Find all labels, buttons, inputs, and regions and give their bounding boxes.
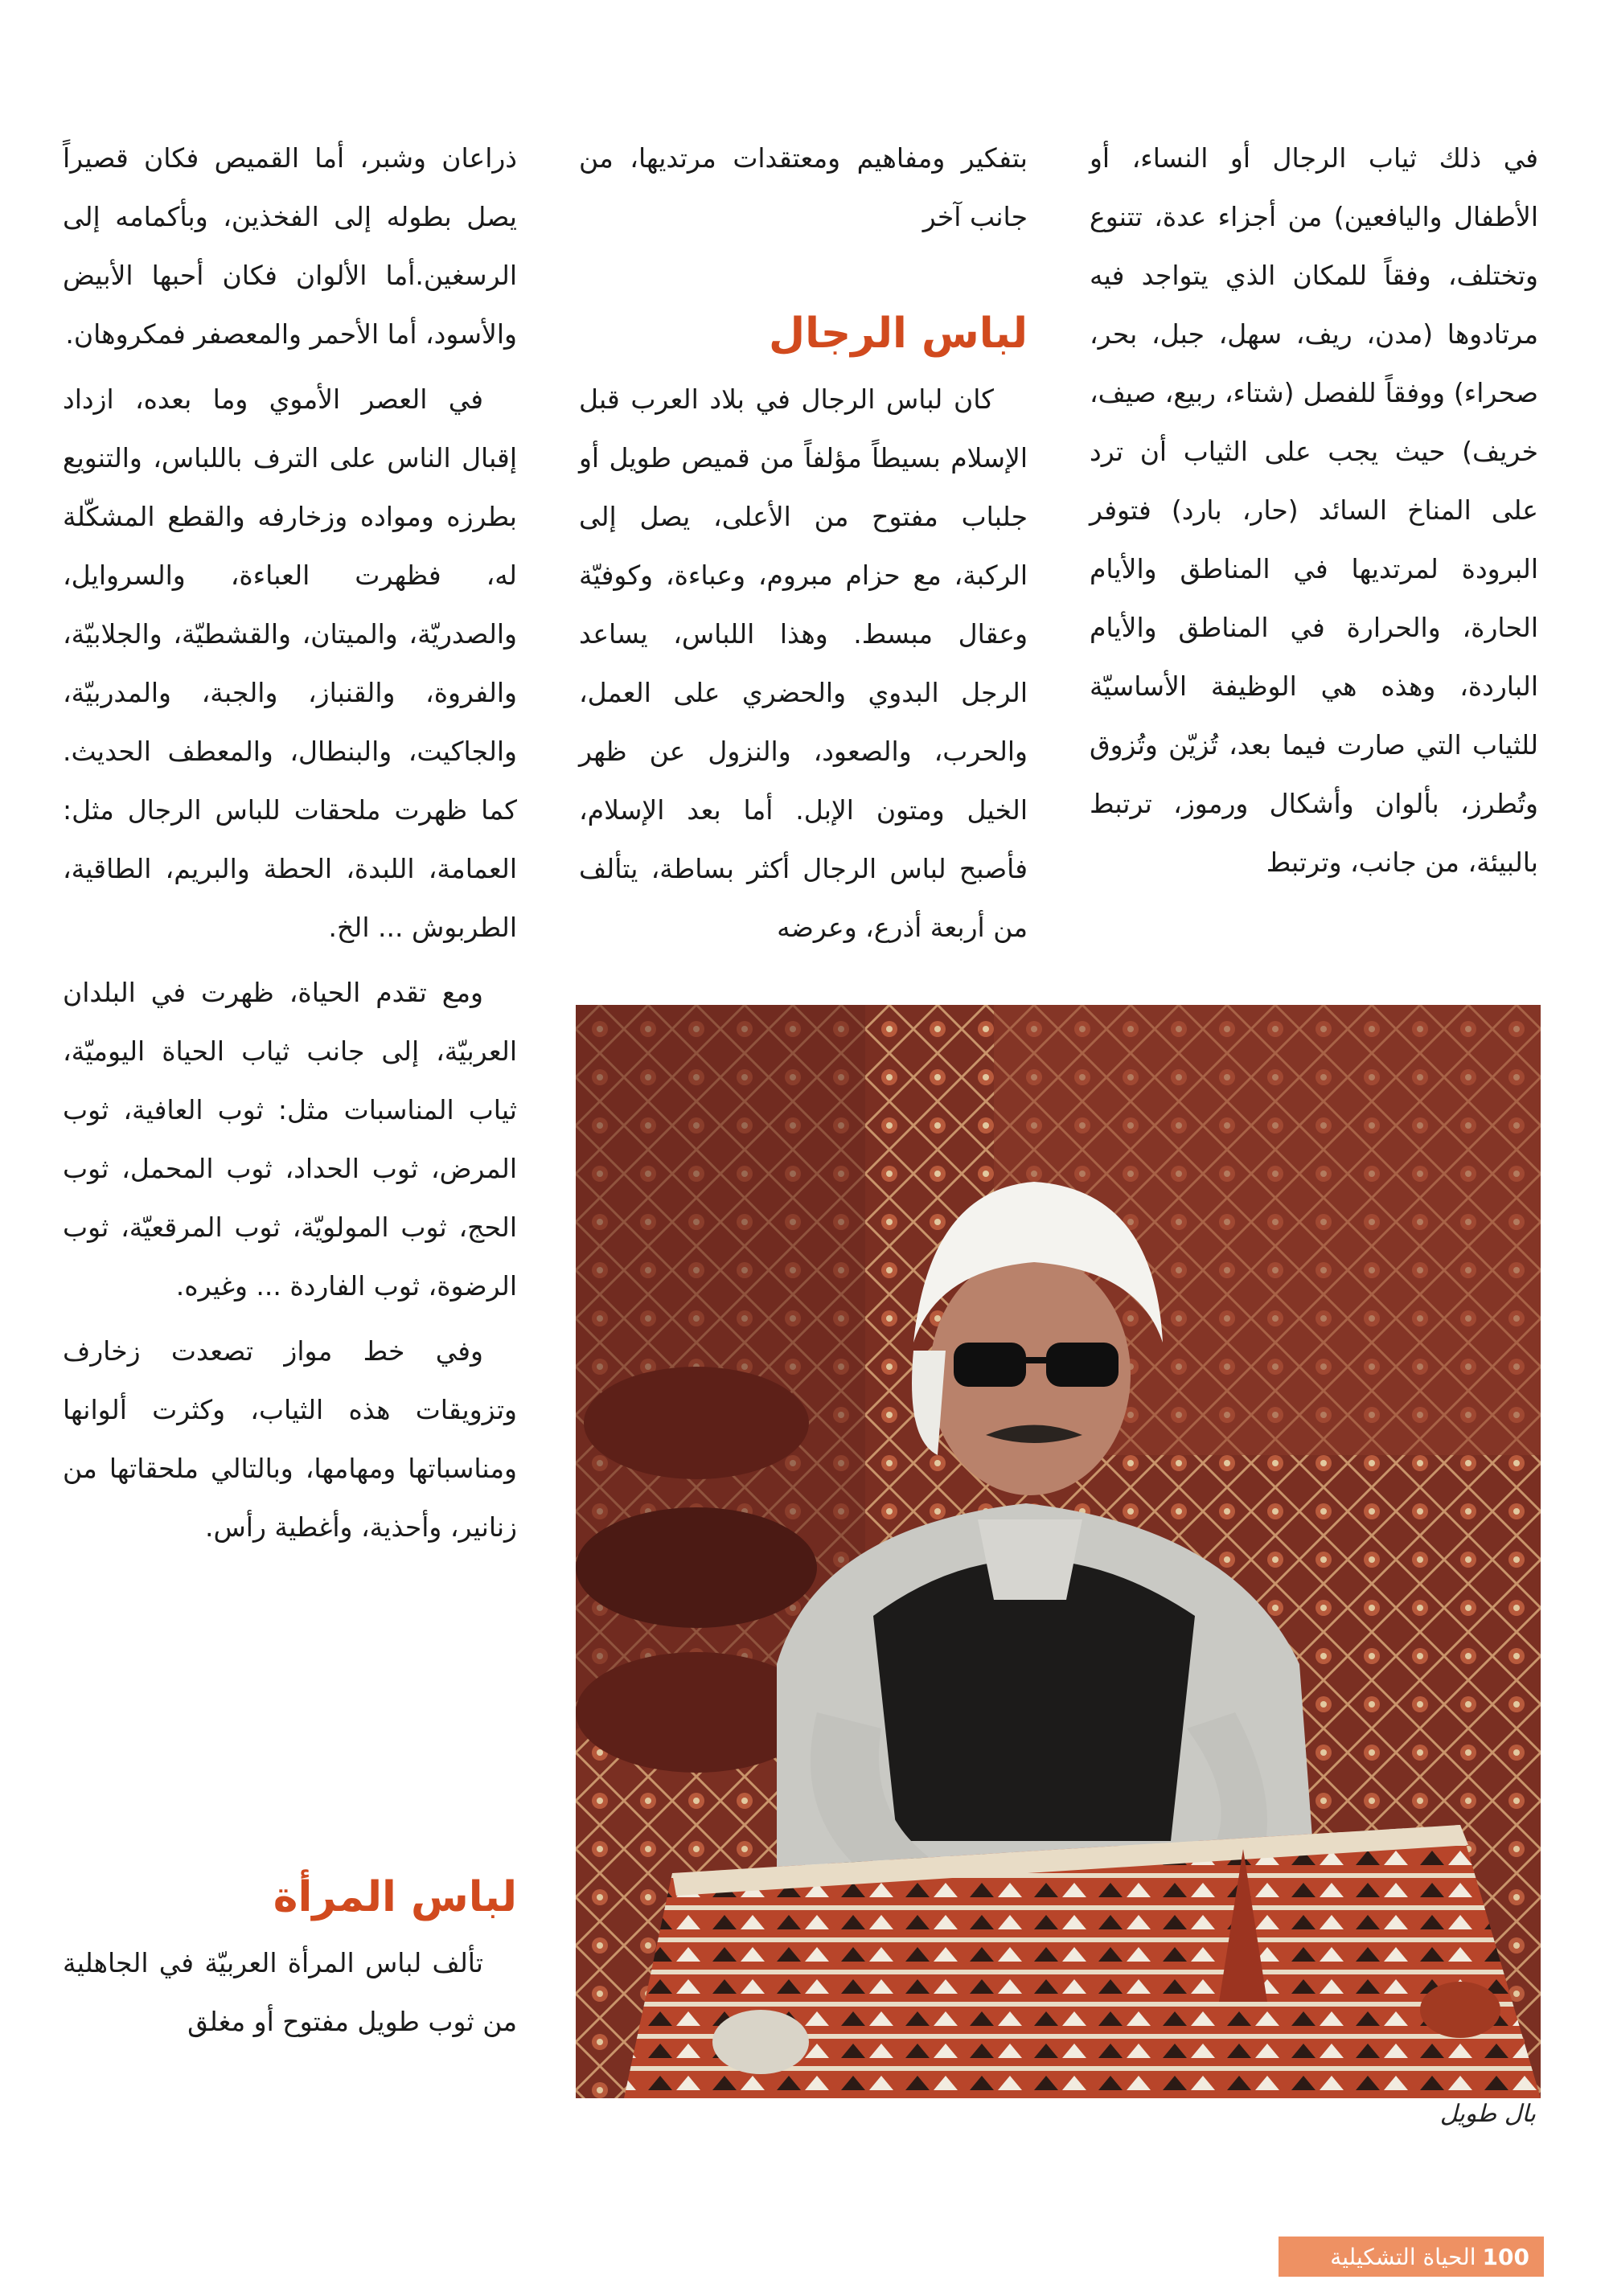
column-left bbox=[63, 129, 517, 1556]
photo-caption: بال طويل bbox=[1439, 2100, 1536, 2128]
paragraph: ذراعان وشبر، أما القميص فكان قصيراً يصل بطوله إلى الفخذين، وبأكمامه إلى الرسغين.أما الألوان فكان أحبها الأبيض والأسود، أما الأحمر والمعصفر فمكروهان. bbox=[63, 142, 517, 350]
paragraph: وفي خط مواز تصعدت زخارف وتزويقات هذه الثياب، وكثرت ألوانها ومناسباتها ومهامها، وبالتالي ملحقاتها من زنانير، وأحذية، وأغطية رأس. bbox=[63, 1335, 517, 1543]
paragraph: ومع تقدم الحياة، ظهرت في البلدان العربيّة، إلى جانب ثياب الحياة اليوميّة، ثياب المناسبات مثل: ثوب العافية، ثوب المرض، ثوب الحداد، ثوب المحمل، ثوب الحج، ثوب المولويّة، ثوب المرقعيّة، ثوب الرضوة، ثوب الفاردة ... وغيره. bbox=[63, 977, 517, 1302]
page-number: 100 bbox=[1482, 2243, 1529, 2270]
column-right bbox=[1090, 129, 1538, 892]
page-footer bbox=[1279, 2237, 1544, 2277]
paragraph: في ذلك ثياب الرجال أو النساء، أو الأطفال واليافعين) من أجزاء عدة، تتنوع وتختلف، وفقاً للمكان الذي يتواجد فيه مرتادوها (مدن، ريف، سهل، جبل، بحر، صحراء) ووفقاً للفصل (شتاء، ربيع، صيف، خريف) حيث يجب على الثياب أن ترد على المناخ السائد (حار، بارد) فتوفر البرودة لمرتديها في المناطق والأيام الحارة، والحرارة في المناطق والأيام الباردة، وهذه هي الوظيفة الأساسيّة للثياب التي صارت فيما بعد، تُزيّن وتُزوق وتُطرز، بألوان وأشكال ورموز، ترتبط بالبيئة، من جانب، وترتبط bbox=[1090, 142, 1538, 878]
paragraph: بتفكير ومفاهيم ومعتقدات مرتديها، من جانب آخر bbox=[579, 142, 1028, 232]
section-heading-men: لباس الرجال bbox=[769, 310, 1028, 358]
paragraph: كان لباس الرجال في بلاد العرب قبل الإسلام بسيطاً مؤلفاً من قميص طويل أو جلباب مفتوح من الأعلى، يصل إلى الركبة، مع حزام مبروم، وعباءة، وكوفيّة وعقال مبسط. وهذا اللباس، يساعد الرجل البدوي والحضري على العمل، والحرب، والصعود، والنزول عن ظهر الخيل ومتون الإبل. أما بعد الإسلام، فأصبح لباس الرجال أكثر بساطة، يتألف من أربعة أذرع، وعرضه bbox=[579, 383, 1028, 943]
photo-illustration bbox=[576, 1005, 1541, 2098]
paragraph: تألف لباس المرأة العربيّة في الجاهلية من ثوب طويل مفتوح أو مغلق bbox=[63, 1947, 517, 2037]
column-middle-men bbox=[579, 370, 1028, 957]
column-middle bbox=[579, 129, 1028, 246]
magazine-name: الحياة التشكيلية bbox=[1330, 2243, 1476, 2270]
paragraph: في العصر الأموي وما بعده، ازداد إقبال الناس على الترف باللباس، والتنويع بطرزه ومواده وزخارفه والقطع المشكّلة له، فظهرت العباءة، والسروايل، والصدريّة، والميتان، والقشطيّة، والجلابيّة، والفروة، والقنباز، والجبة، والمدربيّة، والجاكيت، والبنطال، والمعطف الحديث. كما ظهرت ملحقات للباس الرجال مثل: العمامة، اللبدة، الحطة والبريم، الطاقية، الطربوش ... الخ. bbox=[63, 383, 517, 943]
photo-craftsman bbox=[576, 1005, 1541, 2098]
column-left-women bbox=[63, 1933, 517, 2051]
section-heading-women: لباس المرأة bbox=[273, 1873, 517, 1921]
